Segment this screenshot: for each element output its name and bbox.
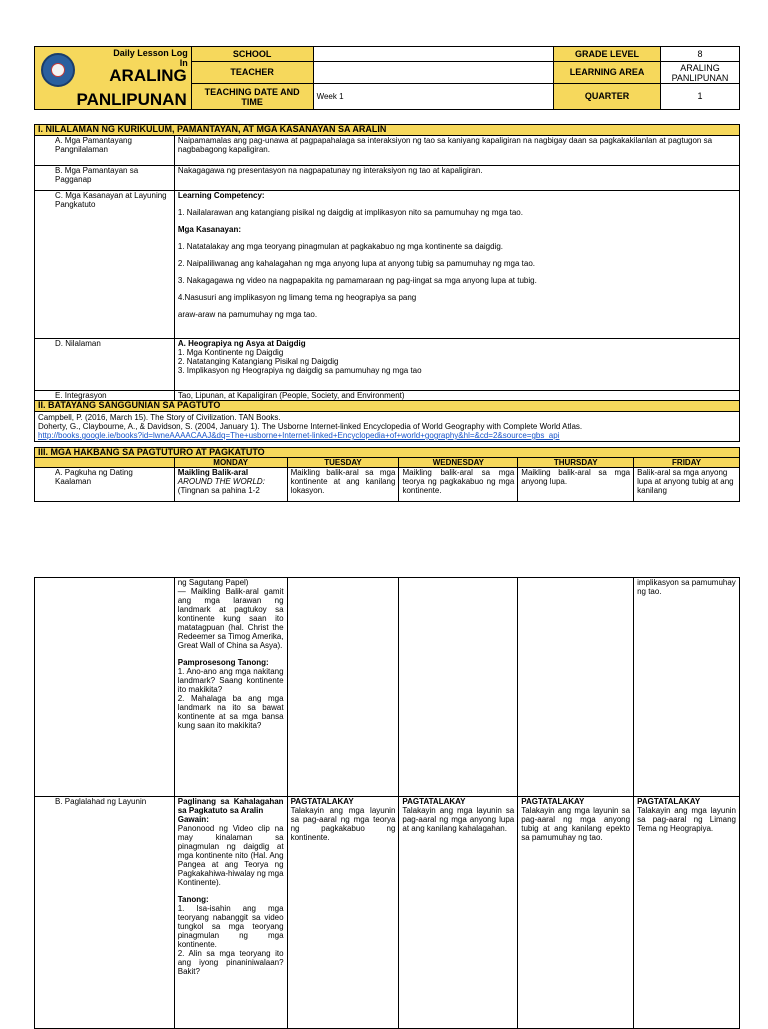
reference-1: Campbell, P. (2016, March 15). The Story of Civilization. TAN Books. bbox=[38, 413, 281, 422]
row-e-label: E. Integrasyon bbox=[35, 391, 175, 401]
school-label: SCHOOL bbox=[191, 47, 313, 62]
pagkuha-monday-text: (Tingnan sa pahina 1-2 bbox=[177, 486, 260, 495]
references-cell bbox=[35, 412, 740, 442]
kasanayan-title: Mga Kasanayan: bbox=[177, 225, 242, 234]
row-c-label: C. Mga Kasanayan at Layuning Pangkatuto bbox=[35, 191, 175, 339]
date-value: Week 1 bbox=[313, 84, 554, 110]
wednesday-cont-empty bbox=[399, 578, 518, 797]
paglalahad-monday bbox=[174, 797, 287, 1029]
section-three-title: III. MGA HAKBANG SA PAGTUTURO AT PAGKATUTO bbox=[35, 448, 740, 458]
section-one-table bbox=[34, 124, 740, 442]
day-header-empty bbox=[35, 458, 175, 468]
monday-cont-text: — Maikling Balik-aral gamit ang mga larawan ng landmark at pagtukoy sa kontinente kung saan ito matatagpuan (hal. Christ the Redeemer sa Timog Amerika, Great Wall of China sa Asya). bbox=[177, 587, 284, 650]
monday-cont-line: ng Sagutang Papel) bbox=[177, 578, 249, 587]
pagkuha-monday bbox=[174, 468, 287, 502]
thursday-cont-empty bbox=[518, 578, 634, 797]
row-a-text: Naipamamalas ang pag-unawa at pagpapahalaga sa interaksiyon ng tao sa kaniyang kapaligiran na nagbigay daan sa pagkakakilanlan at pagtugon sa nagbabagong kapaligiran. bbox=[174, 136, 739, 166]
quarter-label: QUARTER bbox=[554, 84, 661, 110]
pagtatalakay-title: PAGTATALAKAY bbox=[521, 797, 585, 806]
gawain-title: Gawain: bbox=[177, 815, 209, 824]
kasanayan-item: 1. Natatalakay ang mga teoryang pinagmulan at pagkakabuo ng mga kontinente sa daigdig. bbox=[177, 242, 503, 251]
tanong-q2: 2. Alin sa mga teoryang ito ang iyong pinaniniwalaan? Bakit? bbox=[177, 949, 284, 976]
teacher-label: TEACHER bbox=[191, 62, 313, 84]
reference-2: Doherty, G., Claybourne, A., & Davidson, S. (2004, January 1). The Usborne Internet-linked Encyclopedia of World Geography with Complete World Atlas. bbox=[38, 422, 583, 431]
pamprosesong-q1: 1. Ano-ano ang mga nakitang landmark? Saang kontinente ito makikita? bbox=[177, 667, 284, 694]
gawain-text: Panonood ng Video clip na may kinalaman sa pinagmulan ng daigdig at mga kontinente nito (Hal. Ang Pangea at ang Teorya ng Pagkakahiwa-hiwalay ng mga Kontinente). bbox=[177, 824, 284, 887]
subject-line1: ARALING bbox=[109, 66, 187, 85]
grade-value: 8 bbox=[661, 47, 740, 62]
row-a-label: A. Mga Pamantayang Pangnilalaman bbox=[35, 136, 175, 166]
kasanayan-item: 3. Nakagagawa ng video na nagpapakita ng pamamaraan ng pag-iingat sa mga anyong lupa at tubig. bbox=[177, 276, 537, 285]
quarter-value: 1 bbox=[661, 84, 740, 110]
paglalahad-friday bbox=[634, 797, 740, 1029]
area-label: LEARNING AREA bbox=[554, 62, 661, 84]
competency-title: Learning Competency: bbox=[177, 191, 265, 200]
page-two-table bbox=[34, 577, 740, 1029]
pagkuha-thursday: Maikling balik-aral sa mga anyong lupa. bbox=[518, 468, 634, 502]
pagkuha-tuesday: Maikling balik-aral sa mga kontinente at ang kanilang lokasyon. bbox=[287, 468, 399, 502]
day-header-monday: MONDAY bbox=[174, 458, 287, 468]
row-d-label: D. Nilalaman bbox=[35, 339, 175, 391]
pagtatalakay-title: PAGTATALAKAY bbox=[402, 797, 466, 806]
area-value: ARALING PANLIPUNAN bbox=[661, 62, 740, 84]
pagkuha-monday-title: Maikling Balik-aral bbox=[177, 468, 249, 477]
kasanayan-item: 4.Nasusuri ang implikasyon ng limang tema ng heograpiya sa pang bbox=[177, 293, 417, 302]
row-b-text: Nakagagawa ng presentasyon na nagpapatunay ng interaksiyon ng tao at kapaligiran. bbox=[174, 166, 739, 191]
date-label: TEACHING DATE AND TIME bbox=[191, 84, 313, 110]
pagtatalakay-text: Talakayin ang mga layunin sa pag-aaral ng mga teorya ng pagkakabuo ng kontinente. bbox=[290, 806, 396, 842]
school-value bbox=[313, 47, 554, 62]
nilalaman-item: 2. Natatanging Katangiang Pisikal ng Daigdig bbox=[177, 357, 339, 366]
kasanayan-item: araw-araw na pamumuhay ng mga tao. bbox=[177, 310, 318, 319]
kasanayan-item: 2. Naipaliliwanag ang kahalagahan ng mga anyong lupa at anyong tubig sa pamumuhay ng mga tao. bbox=[177, 259, 536, 268]
row-c-content bbox=[174, 191, 739, 339]
pagkuha-monday-continued bbox=[174, 578, 287, 797]
pagtatalakay-title: PAGTATALAKAY bbox=[290, 797, 354, 806]
header-title-cell bbox=[35, 47, 192, 110]
nilalaman-item: 1. Mga Kontinente ng Daigdig bbox=[177, 348, 284, 357]
paglalahad-tuesday bbox=[287, 797, 399, 1029]
header-table bbox=[34, 46, 740, 110]
pamprosesong-title: Pamprosesong Tanong: bbox=[177, 658, 269, 667]
nilalaman-title: A. Heograpiya ng Asya at Daigdig bbox=[177, 339, 306, 348]
reference-link[interactable]: http://books.google.ie/books?id=lwneAAAACAAJ&dq=The+usborne+Internet-linked+Encyclopedia+of+world+gography&hl=&cd=2&source=gbs_api bbox=[38, 431, 560, 440]
teacher-value bbox=[313, 62, 554, 84]
title-line2: In bbox=[179, 58, 188, 68]
pagtatalakay-text: Talakayin ang mga layunin sa pag-aaral ng mga anyong tubig at ang kanilang epekto sa pamumuhay ng tao. bbox=[521, 806, 631, 842]
row-paglalahad-label: B. Paglalahad ng Layunin bbox=[35, 797, 175, 1029]
tuesday-cont-empty bbox=[287, 578, 399, 797]
pamprosesong-q2: 2. Mahalaga ba ang mga landmark na ito sa bawat kontinente at sa mga bansa kung saan ito makikita? bbox=[177, 694, 284, 730]
tanong-title: Tanong: bbox=[177, 895, 209, 904]
section-two-title: II. BATAYANG SANGGUNIAN SA PAGTUTO bbox=[35, 401, 740, 412]
pagtatalakay-title: PAGTATALAKAY bbox=[637, 797, 701, 806]
pagkuha-monday-activity: AROUND THE WORLD: bbox=[177, 477, 265, 486]
day-header-tuesday: TUESDAY bbox=[287, 458, 399, 468]
friday-cont: implikasyon sa pamumuhay ng tao. bbox=[634, 578, 740, 797]
day-header-wednesday: WEDNESDAY bbox=[399, 458, 518, 468]
paglalahad-monday-title: Paglinang sa Kahalagahan sa Pagkatuto sa Aralin bbox=[177, 797, 284, 815]
continuation-label-empty bbox=[35, 578, 175, 797]
tanong-q1: 1. Isa-isahin ang mga teoryang nabanggit sa video tungkol sa mga teoryang pinagmulan ng mga kontinente. bbox=[177, 904, 284, 949]
paglalahad-wednesday bbox=[399, 797, 518, 1029]
section-one-title: I. NILALAMAN NG KURIKULUM, PAMANTAYAN, AT MGA KASANAYAN SA ARALIN bbox=[35, 125, 740, 136]
pagkuha-friday: Balik-aral sa mga anyong lupa at anyong tubig at ang kanilang bbox=[634, 468, 740, 502]
subject-line2: PANLIPUNAN bbox=[76, 90, 187, 109]
row-pagkuha-label: A. Pagkuha ng Dating Kaalaman bbox=[35, 468, 175, 502]
pagtatalakay-text: Talakayin ang mga layunin sa pag-aaral ng mga anyong lupa at ang kanilang kahalagahan. bbox=[402, 806, 515, 833]
title-line1: Daily Lesson Log bbox=[113, 48, 188, 58]
grade-label: GRADE LEVEL bbox=[554, 47, 661, 62]
row-e-text: Tao, Lipunan, at Kapaligiran (People, Society, and Environment) bbox=[174, 391, 739, 401]
pagtatalakay-text: Talakayin ang mga layunin sa pag-aaral ng Limang Tema ng Heograpiya. bbox=[637, 806, 736, 833]
row-b-label: B. Mga Pamantayan sa Pagganap bbox=[35, 166, 175, 191]
day-header-friday: FRIDAY bbox=[634, 458, 740, 468]
deped-seal-icon bbox=[41, 53, 75, 87]
paglalahad-thursday bbox=[518, 797, 634, 1029]
pagkuha-wednesday: Maikling balik-aral sa mga teorya ng pagkakabuo ng mga kontinente. bbox=[399, 468, 518, 502]
section-three-table bbox=[34, 447, 740, 502]
day-header-thursday: THURSDAY bbox=[518, 458, 634, 468]
nilalaman-item: 3. Implikasyon ng Heograpiya ng daigdig sa pamumuhay ng mga tao bbox=[177, 366, 422, 375]
competency-text: 1. Nailalarawan ang katangiang pisikal ng daigdig at implikasyon nito sa pamumuhay ng mga tao. bbox=[177, 208, 523, 217]
row-d-content bbox=[174, 339, 739, 391]
